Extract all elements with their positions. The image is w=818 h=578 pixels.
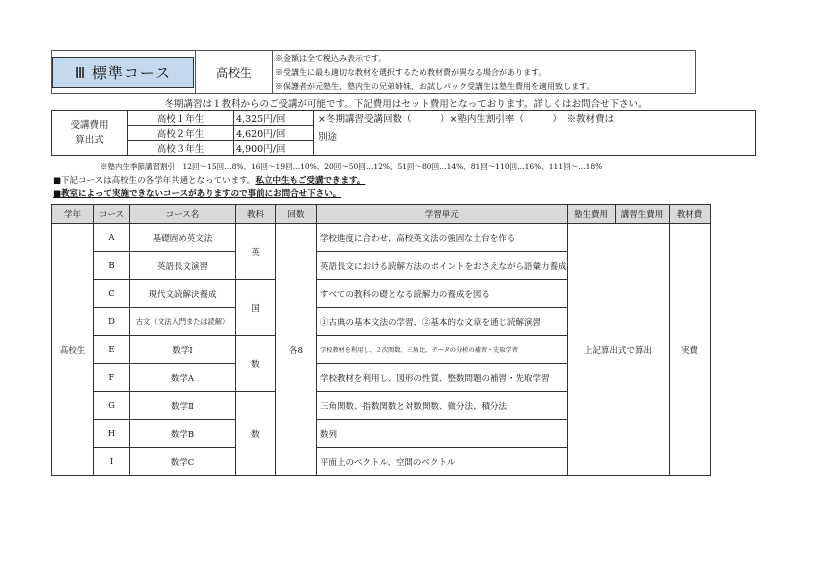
header-note: ※受講生に最も適切な教材を選択するため教材費が異なる場合があります。 [275,68,547,77]
fee-price: 4,900円/回 [234,141,314,156]
unit-cell: 数列 [317,420,568,448]
course-name: 数学Ⅱ [130,392,236,420]
course-code: H [94,420,130,448]
course-name: 現代文読解決養成 [130,280,236,308]
classroom-notice-text: ■教室によって実施できないコースがありますので事前にお問合せ下さい。 [53,189,342,199]
course-code: F [94,364,130,392]
unit-cell: ①古典の基本文法の学習、②基本的な文章を通じ読解演習 [317,308,568,336]
target-label: 高校生 [215,65,252,80]
course-name: 数学A [130,364,236,392]
classroom-notice [53,187,341,199]
fee-formula [314,111,756,156]
discount-note: ※塾内生季節講習割引 12回～15回…8%、16回～19回…10%、20回～50回…12%、51回～80回…14%、81回～110回…16%、111回～…18% [100,162,603,171]
col-header-course: コース [94,205,130,224]
fee-table [51,110,756,156]
common-notice-text: ■下記コースは高校生の各学年共通となっています。 [53,176,256,186]
fee-label-line: 算出式 [75,135,104,146]
unit-cell: すべての教科の礎となる読解力の養成を図る [317,280,568,308]
header-divider [272,50,273,94]
unit-cell: 学校教材を利用し、２次関数、三角比、データの分析の補習・先取学習 [317,336,568,364]
header-note: ※金額は全て税込み表示です。 [275,54,387,63]
col-header-material: 教材費 [669,205,710,224]
course-code: D [94,308,130,336]
course-name: 古文（文法入門または読解） [130,308,236,336]
private-notice: 私立中生もご受講できます。 [255,176,366,186]
fee-label-line: 受講費用 [70,120,109,131]
course-code: A [94,224,130,252]
subject-cell: 数 [236,392,276,476]
course-code: B [94,252,130,280]
col-header-course-name: コース名 [130,205,236,224]
col-header-subject: 教科 [236,205,276,224]
unit-cell: 平面上のベクトル、空間のベクトル [317,448,568,476]
fee-grade: 高校１年生 [128,111,234,126]
course-name: 数学B [130,420,236,448]
unit-cell: 学校教材を利用し、図形の性質、整数問題の補習・先取学習 [317,364,568,392]
common-notice [53,174,365,186]
course-code: G [94,392,130,420]
unit-cell: 学校進度に合わせ、高校英文法の強固な土台を作る [317,224,568,252]
grade-cell: 高校生 [52,224,94,476]
material-cell: 実費 [669,224,710,476]
course-code: I [94,448,130,476]
fee-formula-line: ×冬期講習受講回数（ ）×塾内生割引率（ ） ※教材費は [318,114,615,125]
col-header-grade: 学年 [52,205,94,224]
fee-formula-line: 別途 [318,132,338,143]
subject-cell: 英 [236,224,276,280]
fee-label [52,111,128,156]
unit-cell: 英語長文における読解方法のポイントをおさえながら語彙力養成 [317,252,568,280]
course-name: 基礎固め英文法 [130,224,236,252]
col-header-count: 回数 [276,205,317,224]
col-header-student-fee: 講習生費用 [615,205,669,224]
count-cell: 各8 [276,224,317,476]
fee-calc-cell: 上記算出式で算出 [567,224,669,476]
fee-price: 4,325円/回 [234,111,314,126]
subject-cell: 国 [236,280,276,336]
course-code: E [94,336,130,364]
subject-cell: 数 [236,336,276,392]
course-name: 数学C [130,448,236,476]
col-header-member-fee: 塾生費用 [567,205,615,224]
course-name: 数学Ⅰ [130,336,236,364]
col-header-unit: 学習単元 [317,205,568,224]
fee-grade: 高校３年生 [128,141,234,156]
header-note: ※保護者が元塾生、塾内生の兄弟姉妹、お試しパック受講生は塾生費用を適用致します。 [275,82,595,91]
unit-cell: 三角関数、指数関数と対数関数、微分法、積分法 [317,392,568,420]
course-name: 英語長文演習 [130,252,236,280]
course-title: Ⅲ 標準コース [52,57,194,88]
fee-grade: 高校２年生 [128,126,234,141]
course-code: C [94,280,130,308]
course-table [51,204,711,476]
winter-notice: 冬期講習は１教科からのご受講が可能です。下記費用はセット費用となっております。詳しくはお問合せ下さい。 [164,99,648,110]
fee-price: 4,620円/回 [234,126,314,141]
